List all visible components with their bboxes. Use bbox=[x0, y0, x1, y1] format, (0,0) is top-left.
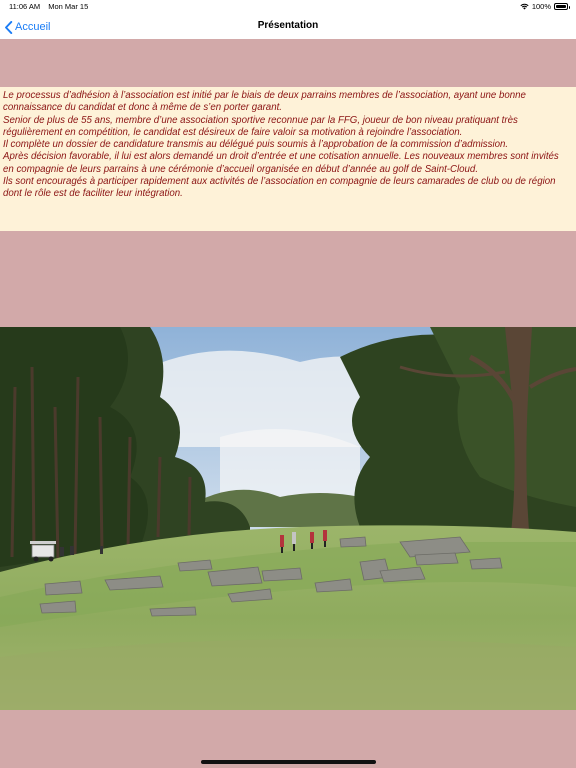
middle-spacer bbox=[0, 231, 576, 327]
wifi-icon bbox=[520, 3, 529, 10]
battery-percent: 100% bbox=[531, 2, 551, 11]
status-right bbox=[520, 2, 568, 11]
paragraph-integration: Ils sont encouragés à participer rapidement aux activités de l’association en compagnie de leurs camarades de club ou de région dont le rôle est de faciliter leur intégration. bbox=[3, 176, 556, 200]
navigation-bar bbox=[0, 14, 576, 40]
paragraph-eligibility: Senior de plus de 55 ans, membre d’une association sportive reconnue par la FFG, joueur de bon niveau pratiquant très régulièrement en compétition, le candidat est désireux de faire valoir sa motivation à rejoindre l’association. bbox=[3, 114, 518, 138]
status-bar bbox=[0, 0, 576, 14]
back-label: Accueil bbox=[15, 21, 51, 33]
golf-course-photo bbox=[0, 327, 576, 710]
battery-icon bbox=[554, 3, 568, 10]
top-spacer bbox=[0, 39, 576, 87]
status-time: 11:06 AM bbox=[9, 2, 41, 11]
home-indicator[interactable] bbox=[201, 760, 376, 764]
status-date: Mon Mar 15 bbox=[48, 2, 89, 11]
presentation-text-panel bbox=[0, 87, 576, 231]
paragraph-application: Il complète un dossier de candidature transmis au délégué puis soumis à l’approbation de la commission d’admission. bbox=[3, 139, 509, 151]
paragraph-admission: Après décision favorable, il lui est alors demandé un droit d’entrée et une cotisation annuelle. Les nouveaux membres sont invités en compagnie de leurs parrains à une cérémonie d’accueil organisée en début d’année au golf de Saint-Cloud. bbox=[3, 151, 559, 175]
status-left bbox=[9, 2, 94, 11]
paragraph-sponsorship: Le processus d’adhésion à l’association est initié par le biais de deux parrains membres de l’association, ayant une bonne connaissance du candidat et donc à même de s’en porter garant. bbox=[3, 90, 526, 114]
page-title: Présentation bbox=[257, 20, 319, 31]
